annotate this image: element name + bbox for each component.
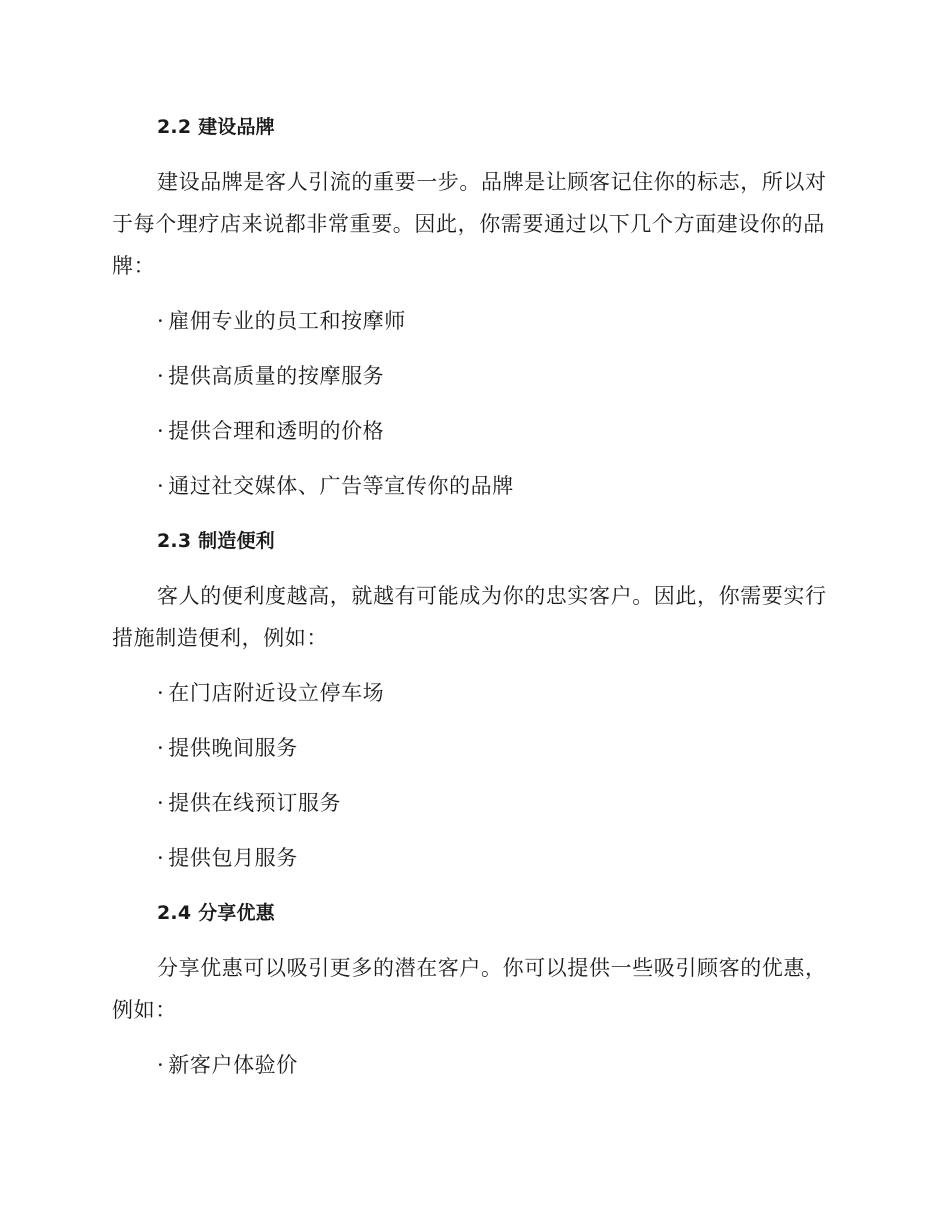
- list-item-text: 新客户体验价: [168, 1053, 298, 1077]
- section-heading-2-4: 2.4 分享优惠: [157, 902, 275, 924]
- list-item-text: 通过社交媒体、广告等宣传你的品牌: [168, 474, 514, 498]
- bullet-marker: ·: [157, 791, 165, 815]
- paragraph-line: 分享优惠可以吸引更多的潜在客户。你可以提供一些吸引顾客的优惠，: [157, 956, 827, 980]
- bullet-marker: ·: [157, 474, 165, 498]
- bullet-marker: ·: [157, 1053, 165, 1077]
- bullet-marker: ·: [157, 846, 165, 870]
- list-item: [157, 789, 341, 817]
- bullet-marker: ·: [157, 419, 165, 443]
- section-heading-2-2: 2.2 建设品牌: [157, 116, 275, 138]
- section-heading-2-3: 2.3 制造便利: [157, 530, 275, 552]
- paragraph-line: 建设品牌是客人引流的重要一步。品牌是让顾客记住你的标志，所以对: [157, 170, 827, 194]
- list-item: [157, 417, 384, 445]
- bullet-marker: ·: [157, 309, 165, 333]
- list-item-text: 雇佣专业的员工和按摩师: [168, 309, 406, 333]
- list-item-text: 提供在线预订服务: [168, 791, 342, 815]
- list-item-text: 提供合理和透明的价格: [168, 419, 385, 443]
- paragraph-line: 客人的便利度越高，就越有可能成为你的忠实客户。因此，你需要实行: [157, 584, 827, 608]
- bullet-marker: ·: [157, 364, 165, 388]
- list-item-text: 提供包月服务: [168, 846, 298, 870]
- list-item-text: 提供晚间服务: [168, 736, 298, 760]
- list-item: [157, 307, 406, 335]
- list-item: [157, 362, 384, 390]
- list-item: [157, 1051, 298, 1079]
- list-item: [157, 679, 384, 707]
- bullet-marker: ·: [157, 736, 165, 760]
- list-item: [157, 472, 514, 500]
- list-item-text: 在门店附近设立停车场: [168, 681, 385, 705]
- list-item: [157, 844, 298, 872]
- paragraph-line: 于每个理疗店来说都非常重要。因此，你需要通过以下几个方面建设你的品: [112, 212, 825, 236]
- list-item: [157, 734, 298, 762]
- bullet-marker: ·: [157, 681, 165, 705]
- paragraph-line: 牌：: [112, 254, 156, 278]
- paragraph-line: 措施制造便利，例如：: [112, 626, 328, 650]
- paragraph-line: 例如：: [112, 998, 177, 1022]
- list-item-text: 提供高质量的按摩服务: [168, 364, 385, 388]
